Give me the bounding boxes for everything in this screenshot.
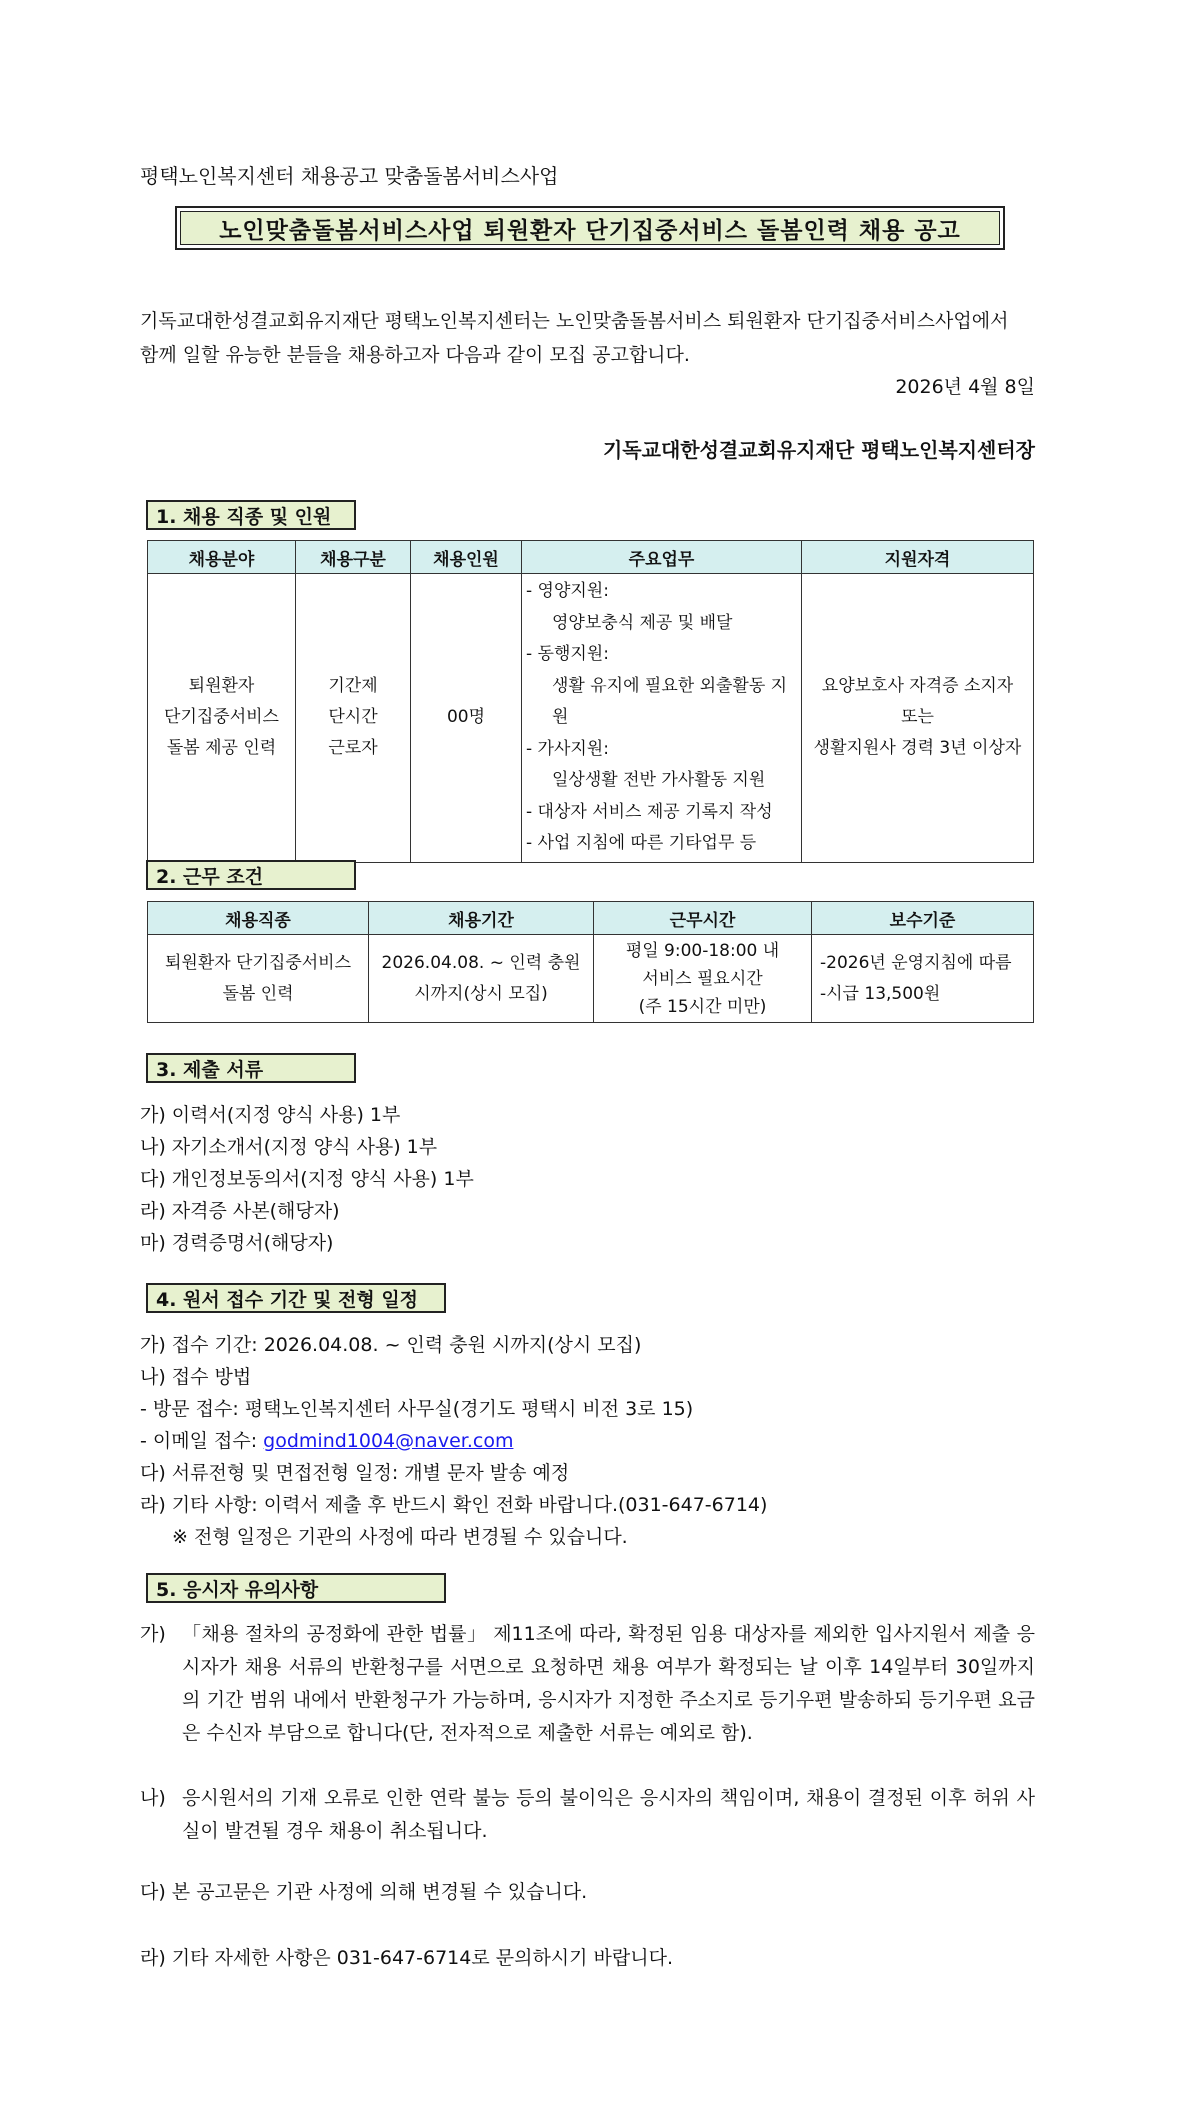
list-item: - 방문 접수: 평택노인복지센터 사무실(경기도 평택시 비전 3로 15) [140, 1398, 694, 1420]
col-header: 채용기간 [369, 902, 594, 935]
cell-text: 기간제 [328, 676, 378, 697]
cell-text: 요양보호사 자격증 소지자 [821, 676, 1014, 697]
announcement-date: 2026년 4월 8일 [895, 376, 1035, 398]
cell-text: 돌봄 제공 인력 [166, 738, 277, 759]
duty-line: - 영양지원: [526, 581, 609, 601]
cell-type [296, 574, 411, 863]
duty-line: 생활 유지에 필요한 외출활동 지원 [552, 675, 788, 727]
item-text: 「채용 절차의 공정화에 관한 법률」 제11조에 따라, 확정된 임용 대상자를 제외한 입사지원서 제출 응시자가 채용 서류의 반환청구를 서면으로 요청하면 채용 여부가 확정되는 날 이후 14일부터 30일까지의 기간 범위 내에서 반환청구가 가능하며, 응시자가 지정한 주소지로 등기우편 발송하되 등기우편 요금은 수신자 부담으로 합니다(단, 전자적으로 제출한 서류는 예외로 함). [182, 1623, 1035, 1744]
list-item: 가) 이력서(지정 양식 사용) 1부 [140, 1104, 401, 1126]
notice-item-b [140, 1782, 1035, 1848]
duty-line: - 가사지원: [526, 738, 609, 759]
application-list [140, 1329, 767, 1553]
duty-line: - 동행지원: [526, 644, 609, 664]
organization-signature: 기독교대한성결교회유지재단 평택노인복지센터장 [602, 438, 1035, 462]
cell-count: 00명 [411, 574, 522, 863]
table-row [148, 574, 1034, 863]
table-header-row [148, 902, 1034, 935]
col-header: 채용인원 [411, 541, 522, 574]
list-item: 마) 경력증명서(해당자) [140, 1232, 334, 1254]
header-line: 평택노인복지센터 채용공고 맞춤돌봄서비스사업 [140, 164, 559, 188]
cell-text: -2026년 운영지침에 따름 [820, 952, 1012, 973]
conditions-table [147, 901, 1034, 1023]
cell-text: 단시간 [328, 707, 378, 728]
list-item: 가) 접수 기간: 2026.04.08. ~ 인력 충원 시까지(상시 모집) [140, 1334, 642, 1356]
col-header: 지원자격 [802, 541, 1034, 574]
cell-period [369, 935, 594, 1023]
documents-list [140, 1099, 474, 1259]
col-header: 근무시간 [594, 902, 812, 935]
list-item: 다) 개인정보동의서(지정 양식 사용) 1부 [140, 1168, 474, 1190]
page-title: 노인맞춤돌봄서비스사업 퇴원환자 단기집중서비스 돌봄인력 채용 공고 [180, 211, 1000, 245]
section1-heading: 1. 채용 직종 및 인원 [146, 500, 356, 530]
intro-line-1: 기독교대한성결교회유지재단 평택노인복지센터는 노인맞춤돌봄서비스 퇴원환자 단기집중서비스사업에서 [140, 310, 1009, 332]
section2-heading: 2. 근무 조건 [146, 860, 356, 890]
item-text: 응시원서의 기재 오류로 인한 연락 불능 등의 불이익은 응시자의 책임이며, 채용이 결정된 이후 허위 사실이 발견될 경우 채용이 취소됩니다. [182, 1787, 1035, 1842]
list-item: 라) 기타 사항: 이력서 제출 후 반드시 확인 전화 바랍니다.(031-647-6714) [140, 1494, 768, 1516]
schedule-note: ※ 전형 일정은 기관의 사정에 따라 변경될 수 있습니다. [172, 1526, 628, 1548]
email-label: - 이메일 접수: [140, 1430, 264, 1452]
cell-text: 서비스 필요시간 [642, 968, 763, 989]
cell-text: 생활지원사 경력 3년 이상자 [813, 738, 1022, 759]
item-label: 가) [140, 1623, 166, 1645]
cell-text: 또는 [901, 707, 934, 728]
notice-item-a [140, 1618, 1035, 1750]
cell-text: 근로자 [328, 738, 378, 759]
notice-item-c: 다) 본 공고문은 기관 사정에 의해 변경될 수 있습니다. [140, 1881, 588, 1903]
cell-text: 퇴원환자 [188, 676, 255, 697]
duty-line: 영양보충식 제공 및 배달 [552, 612, 733, 633]
table-row [148, 935, 1034, 1023]
list-item: 나) 자기소개서(지정 양식 사용) 1부 [140, 1136, 438, 1158]
section4-heading: 4. 원서 접수 기간 및 전형 일정 [146, 1283, 446, 1313]
cell-text: -시급 13,500원 [820, 983, 941, 1004]
cell-field [148, 574, 296, 863]
cell-text: (주 15시간 미만) [638, 996, 767, 1017]
cell-duties [522, 574, 802, 863]
duty-line: 일상생활 전반 가사활동 지원 [552, 770, 766, 790]
notice-item-d: 라) 기타 자세한 사항은 031-647-6714로 문의하시기 바랍니다. [140, 1947, 674, 1969]
cell-text: 평일 9:00-18:00 내 [625, 940, 780, 961]
duty-line: - 사업 지침에 따른 기타업무 등 [526, 833, 757, 853]
cell-hours [594, 935, 812, 1023]
col-header: 채용직종 [148, 902, 369, 935]
col-header: 주요업무 [522, 541, 802, 574]
duty-line: - 대상자 서비스 제공 기록지 작성 [526, 801, 773, 822]
cell-text: 단기집중서비스 [164, 707, 279, 728]
list-item: 나) 접수 방법 [140, 1366, 252, 1388]
cell-qualification [802, 574, 1034, 863]
section3-heading: 3. 제출 서류 [146, 1053, 356, 1083]
intro-line-2: 함께 일할 유능한 분들을 채용하고자 다음과 같이 모집 공고합니다. [140, 344, 690, 366]
cell-job [148, 935, 369, 1023]
section5-heading: 5. 응시자 유의사항 [146, 1573, 446, 1603]
col-header: 채용구분 [296, 541, 411, 574]
col-header: 채용분야 [148, 541, 296, 574]
list-item: 라) 자격증 사본(해당자) [140, 1200, 340, 1222]
col-header: 보수기준 [812, 902, 1034, 935]
table-header-row [148, 541, 1034, 574]
item-label: 나) [140, 1787, 166, 1809]
recruitment-table [147, 540, 1034, 863]
cell-text: 돌봄 인력 [222, 983, 294, 1004]
cell-text: 퇴원환자 단기집중서비스 [164, 952, 352, 973]
cell-pay [812, 935, 1034, 1023]
title-box [175, 206, 1005, 250]
cell-text: 시까지(상시 모집) [414, 983, 548, 1004]
cell-text: 2026.04.08. ~ 인력 충원 [381, 952, 581, 973]
list-item: 다) 서류전형 및 면접전형 일정: 개별 문자 발송 예정 [140, 1462, 570, 1484]
email-link[interactable]: godmind1004@naver.com [263, 1430, 514, 1452]
list-item [140, 1425, 767, 1457]
